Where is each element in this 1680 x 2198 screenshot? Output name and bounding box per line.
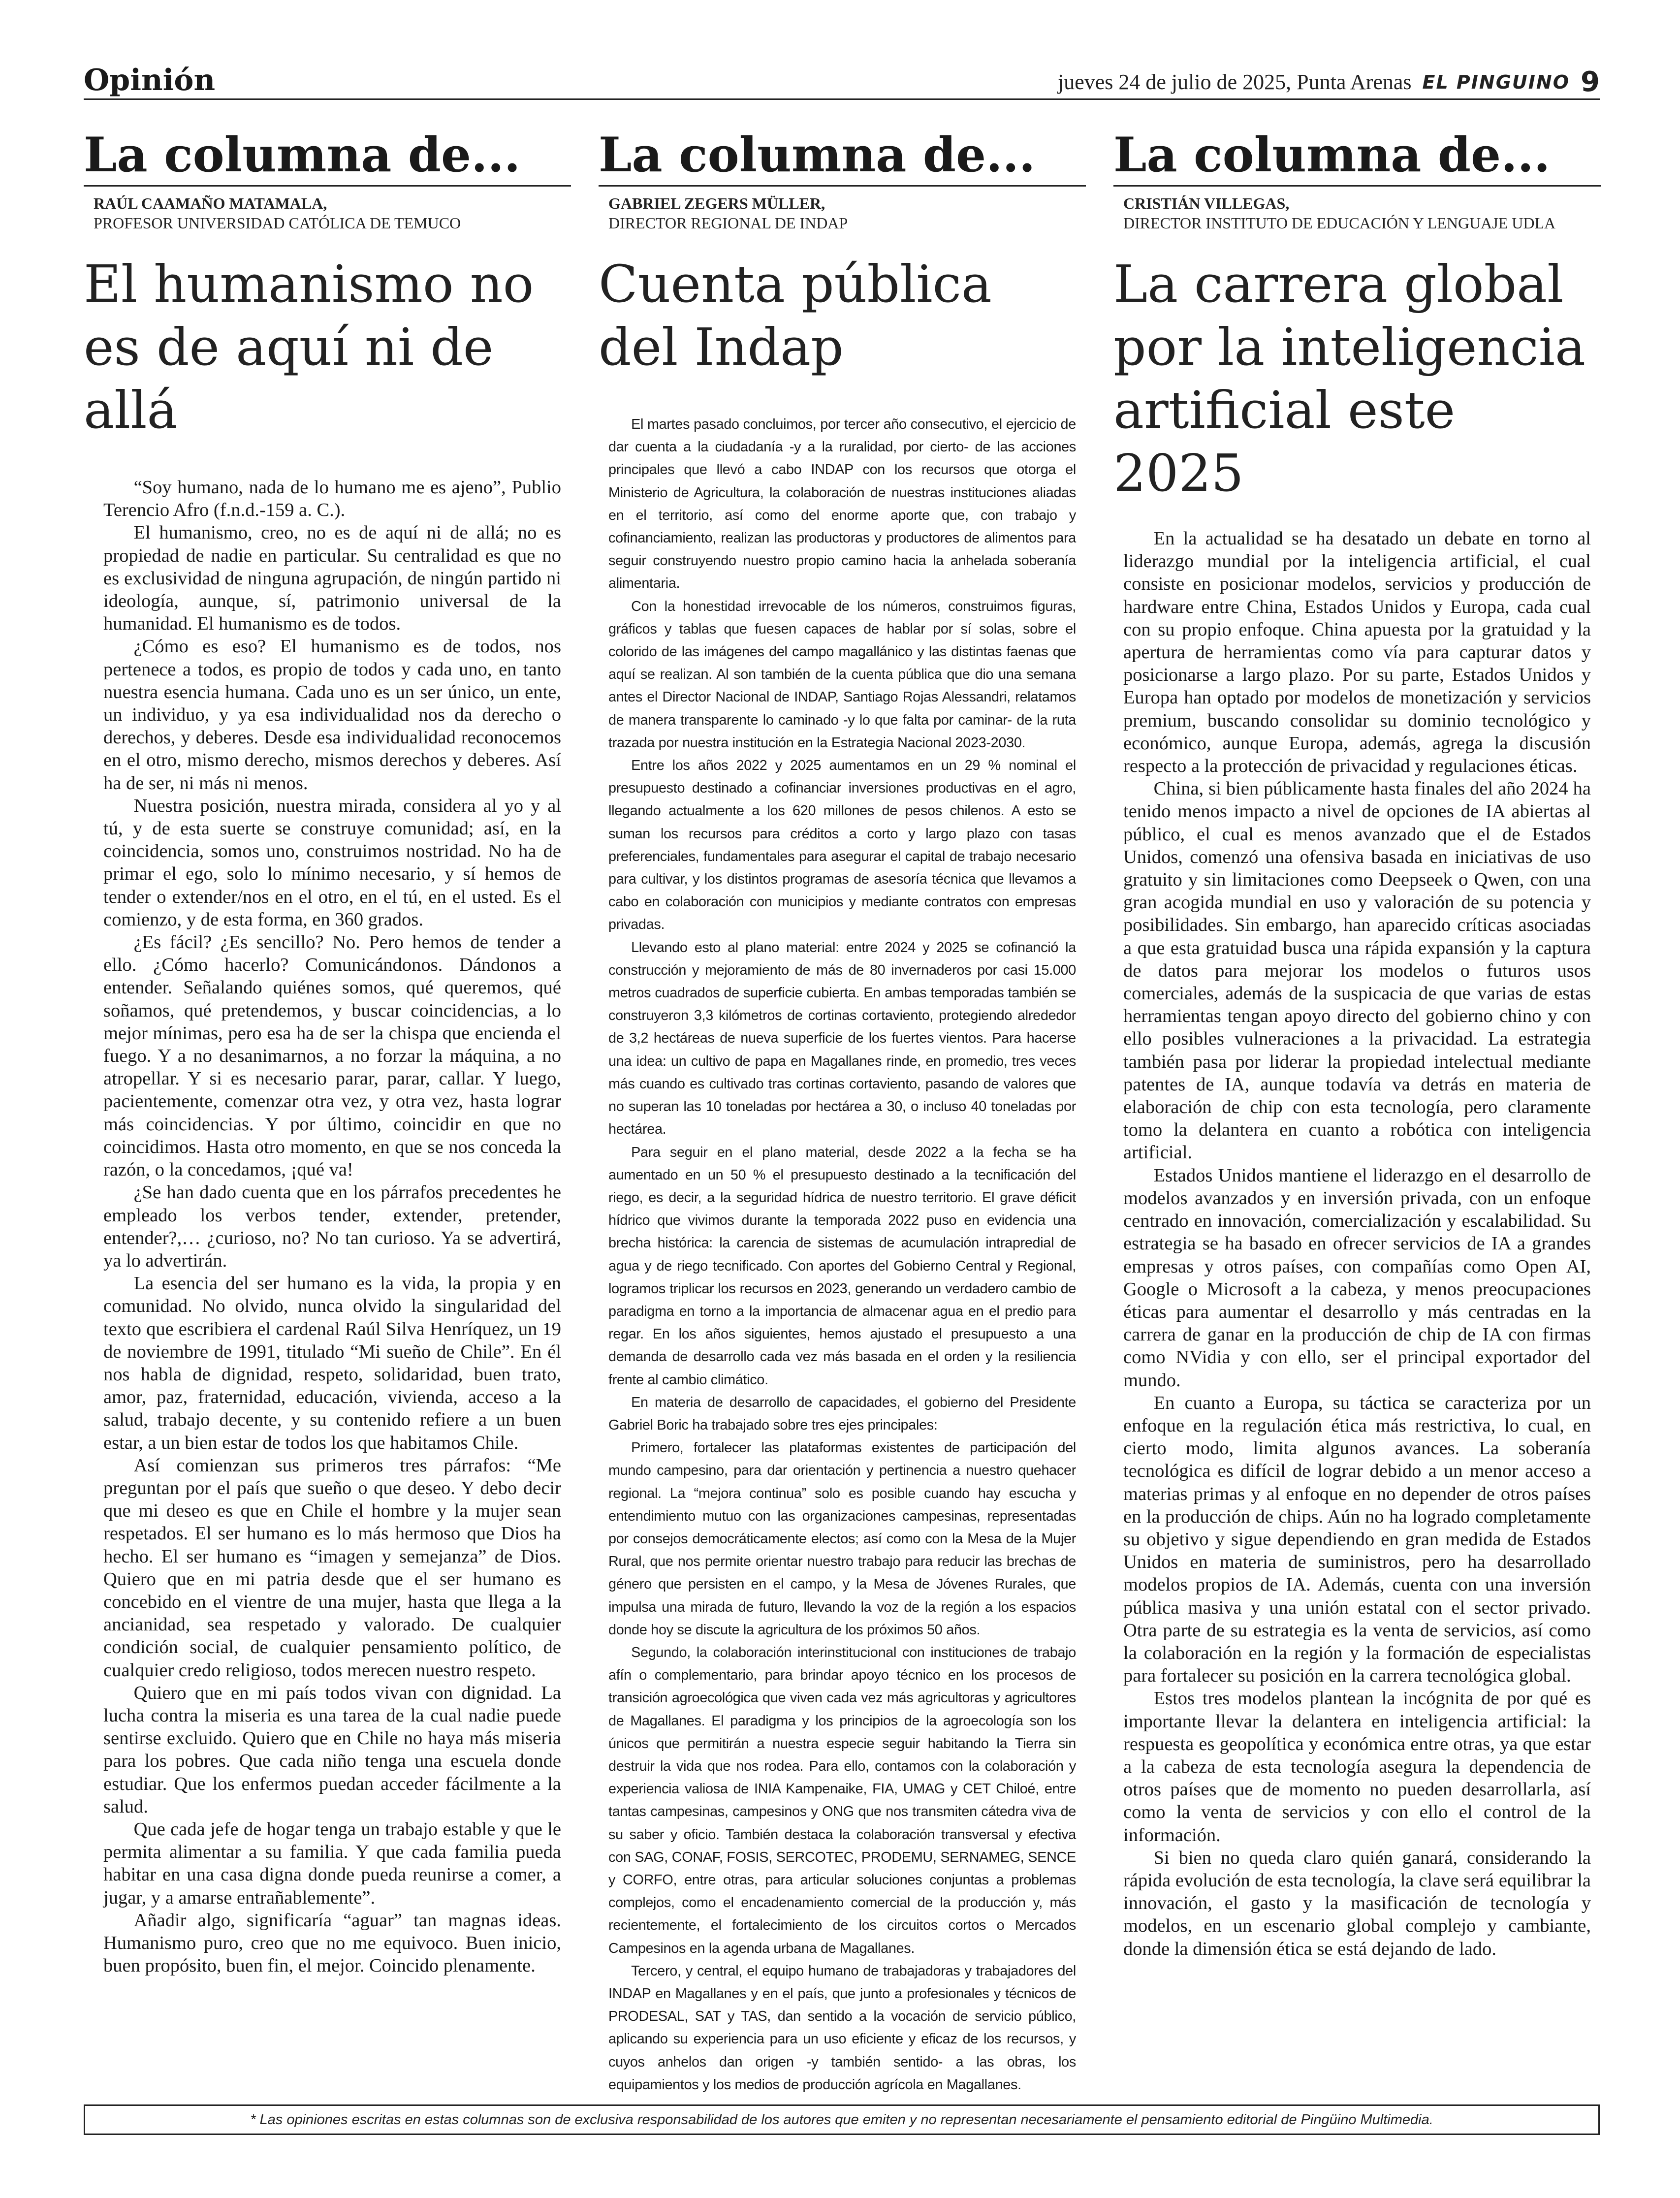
paragraph: Que cada jefe de hogar tenga un trabajo estable y que le permita alimentar a su familia. Y que cada familia pueda habitar en una casa digna donde pueda reunirse a comer, a jugar, y a amarse entrañablemente”. [103,1818,561,1908]
paragraph: Nuestra posición, nuestra mirada, considera al yo y al tú, y de esta suerte se construye comunidad; así, en la coincidencia, somos uno, construimos nostridad. No ha de primar el ego, solo lo mínimo necesario, y sí hemos de tender o extender/nos en el otro, en el tú, en el usted. Es el comienzo, y de esta forma, en 360 grados. [103,795,561,930]
column-label: La columna de... [84,128,571,187]
opinion-column-3 [1113,128,1601,1960]
paragraph: China, si bien públicamente hasta finales del año 2024 ha tenido menos impacto a nivel de opciones de IA abiertas al público, el cual es menos avanzado que el de Estados Unidos, comenzó una ofensiva basada en iniciativas de uso gratuito y sin limitaciones como Deepseek o Qwen, con una gran acogida mundial en uso y valoración de su potencia y posibilidades. Sin embargo, han aparecido críticas asociadas a que esta gratuidad busca una rápida expansión y la captura de datos para mejorar los modelos o futuros usos comerciales, además de la suspicacia de que varias de estas herramientas tengan apoyo directo del gobierno chino y con ello posibles vulneraciones a la privacidad. La estrategia también pasa por liderar la propiedad intelectual mediante patentes de IA, aunque todavía va detrás en materia de elaboración de chip con esta tecnología, pero claramente tomo la delantera en cuanto a robótica con inteligencia artificial. [1123,778,1591,1163]
paragraph: Añadir algo, significaría “aguar” tan magnas ideas. Humanismo puro, creo que no me equivoco. Buen inicio, buen propósito, buen fin, el mejor. Coincido plenamente. [103,1910,561,1976]
paragraph: Llevando esto al plano material: entre 2024 y 2025 se cofinanció la construcción y mejoramiento de más de 80 invernaderos por casi 15.000 metros cuadrados de superficie cubierta. En ambas temporadas también se construyeron 3,3 kilómetros de cortinas cortaviento, protegiendo alrededor de 3,2 hectáreas de nueva superficie de los fuertes vientos. Para hacerse una idea: un cultivo de papa en Magallanes rinde, en promedio, tres veces más cuando es cultivado tras cortinas cortaviento, pasando de valores que no superan las 10 toneladas por hectárea a 30, o incluso 40 toneladas por hectárea. [608,939,1076,1138]
author-byline [94,193,571,233]
paragraph: El martes pasado concluimos, por tercer año consecutivo, el ejercicio de dar cuenta a la ciudadanía -y a la ruralidad, por cierto- de las acciones principales que llevó a cabo INDAP con los recursos que otorga el Ministerio de Agricultura, la colaboración de nuestras instituciones aliadas en el territorio, así como del enorme aporte que, con trabajo y cofinanciamiento, realizan las productoras y productores de alimentos para seguir construyendo nuestro propio camino hacia la anhelada soberanía alimentaria. [608,416,1076,592]
opinion-column-1 [84,128,571,1977]
paragraph: En cuanto a Europa, su táctica se caracteriza por un enfoque en la regulación ética más restrictiva, lo cual, en cierto modo, limita algunos avances. La soberanía tecnológica es difícil de lograr debido a un menor acceso a materias primas y al enfoque en no depender de otros países en la producción de chips. Aún no ha logrado completamente su objetivo y sigue dependiendo en gran medida de Estados Unidos en materia de suministros, pero ha desarrollado modelos propios de IA. Además, cuenta con una inversión pública masiva y una unión estatal con el sector privado. Otra parte de su estrategia es la venta de servicios, así como la colaboración en la región y la formación de especialistas para fortalecer su posición en la carrera tecnológica global. [1123,1392,1591,1687]
page-number: 9 [1581,66,1600,98]
paragraph: ¿Se han dado cuenta que en los párrafos precedentes he empleado los verbos tender, extender, pretender, entender?,… ¿curioso, no? No tan curioso. Ya se advertirá, ya lo advertirán. [103,1182,561,1271]
paragraph: Primero, fortalecer las plataformas existentes de participación del mundo campesino, para dar orientación y pertinencia a nuestro quehacer regional. La “mejora continua” solo es posible cuando hay escucha y entendimiento mutuo con las organizaciones campesinas, representadas por consejos democráticamente electos; así como con la Mesa de la Mujer Rural, que nos permite orientar nuestro trabajo para reducir las brechas de género que persisten en el campo, y la Mesa de Jóvenes Rurales, que impulsa una mirada de futuro, llevando la voz de la región a los espacios donde hoy se discute la agricultura de los próximos 50 años. [608,1440,1076,1638]
paragraph: Para seguir en el plano material, desde 2022 a la fecha se ha aumentado en un 50 % el presupuesto destinado a la tecnificación del riego, es decir, a la seguridad hídrica de nuestro territorio. El grave déficit hídrico que vivimos durante la temporada 2022 puso en evidencia una brecha histórica: la carencia de sistemas de acumulación intrapredial de agua y de riego tecnificado. Con aportes del Gobierno Central y Regional, logramos triplicar los recursos en 2023, generando un verdadero cambio de paradigma en torno a la importancia de almacenar agua en el predio para regar. En los años siguientes, hemos ajustado el presupuesto a una demanda de desarrollo cada vez más basada en el orden y la resiliencia frente al cambio climático. [608,1144,1076,1388]
article-body [103,476,561,1977]
paragraph: El humanismo, creo, no es de aquí ni de allá; no es propiedad de nadie en particular. Su centralidad es que no es exclusividad de ninguna agrupación, de ningún partido ni ideología, aunque, sí, patrimonio universal de la humanidad. El humanismo es de todos. [103,522,561,635]
paragraph: ¿Cómo es eso? El humanismo es de todos, nos pertenece a todos, es propio de todos y cada uno, en tanto nuestra esencia humana. Cada uno es un ser único, un ente, un individuo, y ya esa individualidad nos da derecho o derechos, y deberes. Desde esa individualidad reconocemos en el otro, mismo derecho, mismos derechos y deberes. Así ha de ser, ni más ni menos. [103,636,561,794]
opinion-column-2 [599,128,1086,2096]
paragraph: Estados Unidos mantiene el liderazgo en el desarrollo de modelos avanzados y en inversión privada, con un enfoque centrado en innovación, comercialización y escalabilidad. Su estrategia se ha basado en ofrecer servicios de IA a grandes empresas y otros países, con compañías como Open AI, Google o Microsoft a la cabeza, y menos preocupaciones éticas para aumentar el desarrollo y más centradas en la carrera de ganar en la producción de chip de IA con firmas como NVidia y con ello, ser el principal exportador del mundo. [1123,1165,1591,1391]
paragraph: Segundo, la colaboración interinstitucional con instituciones de trabajo afín o complementario, para brindar apoyo técnico en los procesos de transición agroecológica que viven cada vez más agricultoras y agricultores de Magallanes. El paradigma y los principios de la agroecología son los únicos que permitirán a nuestra especie seguir habitando la Tierra sin destruir la vida que nos rodea. Para ello, contamos con la colaboración y experiencia valiosa de INIA Kampenaike, FIA, UMAG y CET Chiloé, entre tantas campesinas, campesinos y ONG que nos transmiten cátedra viva de su saber y oficio. También destaca la colaboración transversal y efectiva con SAG, CONAF, FOSIS, SERCOTEC, PRODEMU, SERNAMEG, SENCE y CORFO, entre otras, para articular soluciones conjuntas a problemas complejos, como el encadenamiento comercial de la producción y, más recientemente, el fortalecimiento de los circuitos cortos o Mercados Campesinos en la agenda urbana de Magallanes. [608,1644,1076,1956]
author-byline [608,193,1086,233]
paragraph: Así comienzan sus primeros tres párrafos: “Me preguntan por el país que sueño o que deseo. Y debo decir que mi deseo es que en Chile el hombre y la mujer sean respetados. El ser humano es lo más hermoso que Dios ha hecho. El ser humano es “imagen y semejanza” de Dios. Quiero que en mi patria desde que el ser humano es concebido en el vientre de una mujer, hasta que llega a la ancianidad, sea respetado y valorado. De cualquier condición social, de cualquier pensamiento político, de cualquier credo religioso, todos merecen nuestro respeto. [103,1455,561,1681]
header-meta [1058,66,1600,98]
article-headline: Cuenta pública del Indap [599,254,992,377]
author-role: PROFESOR UNIVERSIDAD CATÓLICA DE TEMUCO [94,214,461,232]
author-role: DIRECTOR REGIONAL DE INDAP [608,214,848,232]
section-label: Opinión [84,63,216,97]
paragraph: ¿Es fácil? ¿Es sencillo? No. Pero hemos de tender a ello. ¿Cómo hacerlo? Comunicándonos. Dándonos a entender. Señalando quiénes somos, qué queremos, qué soñamos, qué pretendemos, y buscar coincidencias, a lo mejor mínimas, pero esa ha de ser la chispa que encienda el fuego. Y a no desanimarnos, a no forzar la máquina, a no atropellar. Y si es necesario parar, parar, callar. Y luego, pacientemente, comenzar otra vez, y otra vez, hasta lograr más coincidencias. Y por último, coincidir en que no coincidimos. Hasta otro momento, en que se nos conceda la razón, o la concedamos, ¡qué va! [103,932,561,1180]
paragraph: Tercero, y central, el equipo humano de trabajadoras y trabajadores del INDAP en Magallanes y en el país, que junto a profesionales y técnicos de PRODESAL, SAT y TAS, dan sentido a la vocación de servicio público, aplicando su experiencia para un uso eficiente y eficaz de los recursos, y cuyos anhelos dan origen -y también sentido- a las obras, los equipamientos y los medios de producción agrícola en Magallanes. [608,1963,1076,2093]
footer-disclaimer: * Las opiniones escritas en estas columnas son de exclusiva responsabilidad de los autores que emiten y no representan necesariamente el pensamiento editorial de Pingüino Multimedia. [84,2104,1600,2135]
author-byline [1123,193,1601,233]
article-body [1123,527,1591,1960]
paragraph: En la actualidad se ha desatado un debate en torno al liderazgo mundial por la inteligencia artificial, el cual consiste en posicionar modelos, servicios y producción de hardware entre China, Estados Unidos y Europa, cada cual con su propio enfoque. China apuesta por la gratuidad y la apertura de herramientas como vía para capturar datos y posicionarse a largo plazo. Por su parte, Estados Unidos y Europa han optado por modelos de monetización y servicios premium, buscando consolidar su dominio tecnológico y económico, aunque Europa, además, agrega la discusión respecto a la protección de privacidad y regulaciones éticas. [1123,528,1591,777]
date-place: jueves 24 de julio de 2025, Punta Arenas [1057,70,1412,94]
paragraph: Si bien no queda claro quién ganará, considerando la rápida evolución de esta tecnología, la clave será equilibrar la innovación, el gasto y la masificación de tecnología y modelos, en un escenario global complejo y cambiante, donde la dimensión ética se está dejando de lado. [1123,1847,1591,1959]
column-label: La columna de... [1113,128,1601,187]
author-name: RAÚL CAAMAÑO MATAMALA, [94,194,327,212]
author-name: CRISTIÁN VILLEGAS, [1123,194,1290,212]
author-name: GABRIEL ZEGERS MÜLLER, [608,194,825,212]
paragraph: Entre los años 2022 y 2025 aumentamos en un 29 % nominal el presupuesto destinado a cofinanciar inversiones productivas en el agro, llegando actualmente a los 620 millones de pesos chilenos. A esto se suman los recursos para créditos a corto y largo plazo con tasas preferenciales, fundamentales para asegurar el capital de trabajo necesario para cultivar, y los distintos programas de asesoría técnica que llevamos a cabo en colaboración con municipios y mediante contratos con empresas privadas. [608,758,1076,933]
paragraph: Con la honestidad irrevocable de los números, construimos figuras, gráficos y tablas que fuesen capaces de hablar por sí solas, sobre el colorido de las imágenes del campo magallánico y las distintas faenas que aquí se realizan. Al son también de la cuenta pública que dio una semana antes el Director Nacional de INDAP, Santiago Rojas Alessandri, relatamos de manera transparente lo caminado -y lo que falta por caminar- de la ruta trazada por nuestra institución en la Estrategia Nacional 2023-2030. [608,598,1076,751]
article-headline: La carrera global por la inteligencia artificial este 2025 [1113,254,1586,503]
paragraph: “Soy humano, nada de lo humano me es ajeno”, Publio Terencio Afro (f.n.d.-159 a. C.). [103,477,561,521]
newspaper-brand-logo: EL PINGUINO [1422,71,1570,93]
paragraph: La esencia del ser humano es la vida, la propia y en comunidad. No olvido, nunca olvido la singularidad del texto que escribiera el cardenal Raúl Silva Henríquez, un 19 de noviembre de 1991, titulado “Mi sueño de Chile”. En él nos habla de dignidad, respeto, solidaridad, buen trato, amor, paz, fraternidad, educación, vivienda, acceso a la salud, trabajo decente, y su contenido refiere a un buen estar, a un bien estar de todos los que habitamos Chile. [103,1273,561,1453]
page-header [84,63,1600,100]
paragraph: Quiero que en mi país todos vivan con dignidad. La lucha contra la miseria es una tarea de la cual nadie puede sentirse excluido. Quiero que en Chile no haya más miseria para los pobres. Que cada niño tenga una escuela donde estudiar. Que los enfermos puedan acceder fácilmente a la salud. [103,1682,561,1817]
column-label: La columna de... [599,128,1086,187]
author-role: DIRECTOR INSTITUTO DE EDUCACIÓN Y LENGUAJE UDLA [1123,214,1556,232]
paragraph: En materia de desarrollo de capacidades, el gobierno del Presidente Gabriel Boric ha trabajado sobre tres ejes principales: [608,1394,1076,1433]
article-body [608,413,1076,2096]
article-headline: El humanismo no es de aquí ni de allá [84,254,534,440]
paragraph: Estos tres modelos plantean la incógnita de por qué es importante llevar la delantera en inteligencia artificial: la respuesta es geopolítica y económica entre otras, ya que estar a la cabeza de esta tecnología asegura la dependencia de otros países que de momento no pueden desarrollarla, así como la venta de servicios y con ello el control de la información. [1123,1688,1591,1846]
